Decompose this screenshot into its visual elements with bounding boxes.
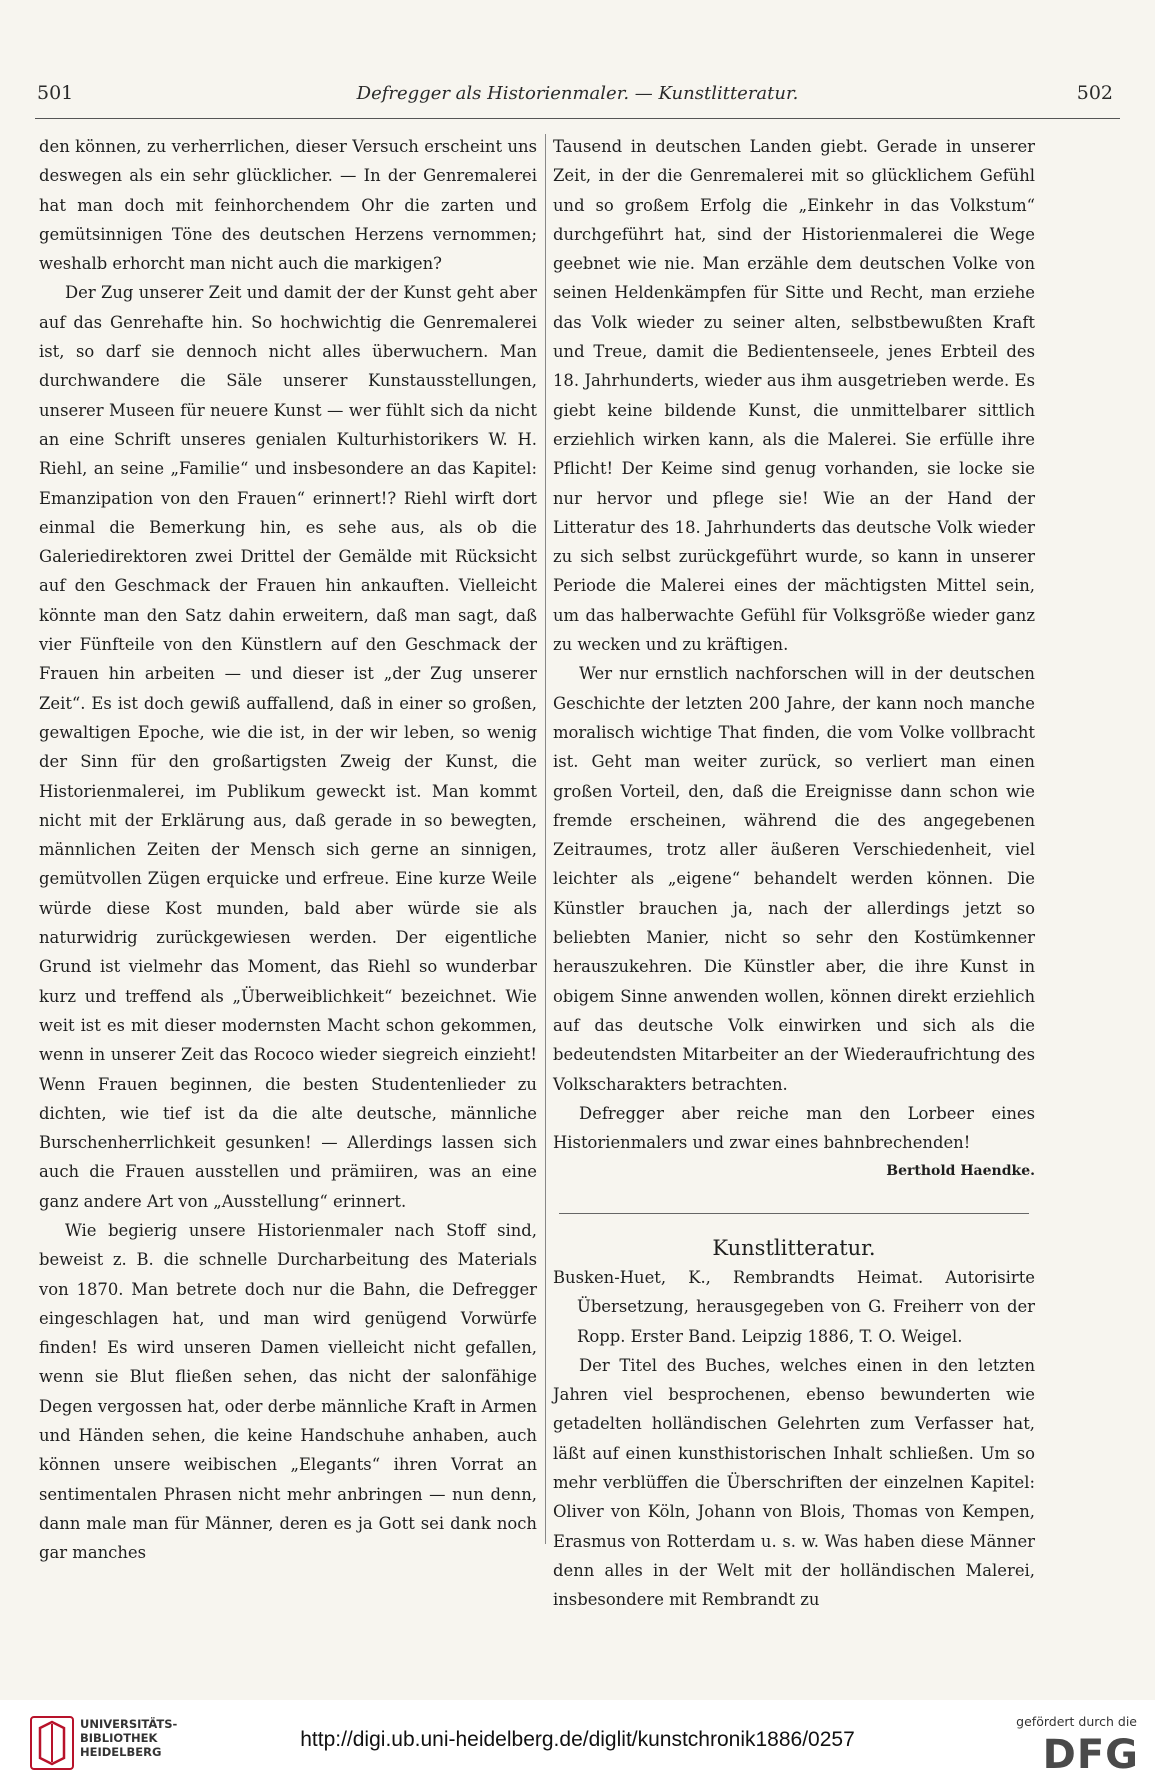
running-title: Defregger als Historienmaler. — Kunstlitteratur. xyxy=(356,83,799,104)
author-signature: Berthold Haendke. xyxy=(886,1163,1035,1180)
paragraph: Der Zug unserer Zeit und damit der der Kunst geht aber auf das Genrehafte hin. So hochwichtig die Genremalerei ist, so darf sie dennoch nicht alles überwuchern. Man durchwandere die Säle unserer Kunstausstellungen, unserer Museen für neuere Kunst — wer fühlt sich da nicht an eine Schrift unseres genialen Kulturhistorikers W. H. Riehl, an seine „Familie“ und insbesondere an das Kapitel: Emanzipation von den Frauen“ erinnert!? Riehl wirft dort einmal die Bemerkung hin, es sehe aus, als ob die Galeriedirektoren zwei Drittel der Gemälde mit Rücksicht auf den Geschmack der Frauen hin ankauften. Vielleicht könnte man den Satz dahin erweitern, daß man sagt, daß vier Fünfteile von den Künstlern auf den Geschmack der Frauen hin arbeiten — und dieser ist „der Zug unserer Zeit“. Es ist doch gewiß auffallend, daß in einer so großen, gewaltigen Epoche, wie die ist, in der wir leben, so wenig der Sinn für den großartigsten Zweig der Kunst, die Historienmalerei, im Publikum geweckt ist. Man kommt nicht mit der Erklärung aus, daß gerade in so bewegten, männlichen Zeiten der Mensch sich gerne an sinnigen, gemütvollen Zügen erquicke und erfreue. Eine kurze Weile würde diese Kost munden, bald aber würde sie als naturwidrig zurückgewiesen werden. Der eigentliche Grund ist vielmehr das Moment, das Riehl so wunderbar kurz und treffend als „Überweiblichkeit“ bezeichnet. Wie weit ist es mit dieser modernsten Macht schon gekommen, wenn in unserer Zeit das Rococo wieder siegreich einzieht! Wenn Frauen beginnen, die besten Studentenlieder zu dichten, wie tief ist da die alte deutsche, männliche Burschenherrlichkeit gesunken! — Allerdings lassen sich auch die Frauen ausstellen und prämiiren, was an eine ganz andere Art von „Ausstellung“ erinnert. xyxy=(39,283,537,1211)
paragraph: Der Titel des Buches, welches einen in den letzten Jahren viel besprochenen, ebenso bewunderten wie getadelten holländischen Gelehrten zum Verfasser hat, läßt auf einen kunsthistorischen Inhalt schließen. Um so mehr verblüffen die Überschriften der einzelnen Kapitel: Oliver von Köln, Johann von Blois, Thomas von Kempen, Erasmus von Rotterdam u. s. w. Was haben diese Männer denn alles in der Welt mit der holländischen Malerei, insbesondere mit Rembrandt zu xyxy=(553,1355,1035,1610)
section-title: Kunstlitteratur. xyxy=(712,1235,876,1260)
bibliography-entry: Busken-Huet, K., Rembrandts Heimat. Autorisirte Übersetzung, herausgegeben von G. Freiherr von der Ropp. Erster Band. Leipzig 1886, T. O. Weigel. xyxy=(553,1267,1035,1346)
institution-name: UNIVERSITÄTS- BIBLIOTHEK HEIDELBERG xyxy=(80,1717,178,1759)
section-separator xyxy=(559,1213,1029,1214)
header-rule xyxy=(35,118,1120,119)
page-number-right: 502 xyxy=(1076,82,1113,104)
page-number-left: 501 xyxy=(37,82,74,104)
left-column xyxy=(39,132,537,1563)
paragraph: den können, zu verherrlichen, dieser Versuch erscheint uns deswegen als ein sehr glücklicher. — In der Genremalerei hat man doch mit feinhorchendem Ohr die zarten und gemütsinnigen Töne des deutschen Herzens vernommen; weshalb erhorcht man nicht auch die markigen? xyxy=(39,137,537,274)
paragraph: Wer nur ernstlich nachforschen will in der deutschen Geschichte der letzten 200 Jahre, der kann noch manche moralisch wichtige That finden, die vom Volke vollbracht ist. Geht man weiter zurück, so verliert man einen großen Vorteil, den, daß die Ereignisse dann schon wie fremde erscheinen, während die des angegebenen Zeitraumes, trotz aller äußeren Verschiedenheit, viel leichter als „eigene“ behandelt werden können. Die Künstler brauchen ja, nach der allerdings jetzt so beliebten Manier, nicht so sehr den Kostümkenner herauszukehren. Die Künstler aber, die ihre Kunst in obigem Sinne anwenden wollen, können direkt erziehlich auf das deutsche Volk einwirken und sich als die bedeutendsten Mitarbeiter an der Wiederaufrichtung des Volkscharakters betrachten. xyxy=(553,664,1035,1094)
funding-label: gefördert durch die xyxy=(1016,1714,1137,1729)
paragraph: Wie begierig unsere Historienmaler nach Stoff sind, beweist z. B. die schnelle Durcharbeitung des Materials von 1870. Man betrete doch nur die Bahn, die Defregger eingeschlagen hat, und man wird genügend Vorwürfe finden! Es wird unseren Damen vielleicht nicht gefallen, wenn sie Blut fließen sehen, das nicht der salonfähige Degen vergossen hat, oder derbe männliche Kraft in Armen und Händen sehen, die keine Handschuhe anhaben, auch können unsere weibischen „Elegants“ ihren Vorrat an sentimentalen Phrasen nicht mehr anbringen — nun denn, dann male man für Männer, deren es ja Gott sei dank noch gar manches xyxy=(39,1220,537,1563)
paragraph: Defregger aber reiche man den Lorbeer eines Historienmalers und zwar eines bahnbrechenden! xyxy=(553,1103,1035,1153)
column-divider xyxy=(545,134,546,1544)
paragraph: Tausend in deutschen Landen giebt. Gerade in unserer Zeit, in der die Genremalerei mit so glücklichem Gefühl und so großem Erfolg die „Einkehr in das Volkstum“ durchgeführt hat, sind der Historienmalerei die Wege geebnet wie nie. Man erzähle dem deutschen Volke von seinen Heldenkämpfen für Sitte und Recht, man erziehe das Volk wieder zu seiner alten, selbstbewußten Kraft und Treue, damit die Bedientenseele, jenes Erbteil des 18. Jahrhunderts, wieder aus ihm ausgetrieben werde. Es giebt keine bildende Kunst, die unmittelbarer sittlich erziehlich wirken kann, als die Malerei. Sie erfülle ihre Pflicht! Der Keime sind genug vorhanden, sie locke sie nur hervor und pflege sie! Wie an der Hand der Litteratur des 18. Jahrhunderts das deutsche Volk wieder zu sich selbst zurückgeführt wurde, so kann in unserer Periode die Malerei eines der mächtigsten Mittel sein, um das halberwachte Gefühl für Volksgröße wieder ganz zu wecken und zu kräftigen. xyxy=(553,137,1035,655)
dfg-logo: DFG xyxy=(1042,1732,1139,1778)
digitization-footer xyxy=(0,1700,1155,1785)
permalink-url[interactable]: http://digi.ub.uni-heidelberg.de/diglit/kunstchronik1886/0257 xyxy=(300,1728,855,1751)
right-column xyxy=(553,132,1035,1610)
